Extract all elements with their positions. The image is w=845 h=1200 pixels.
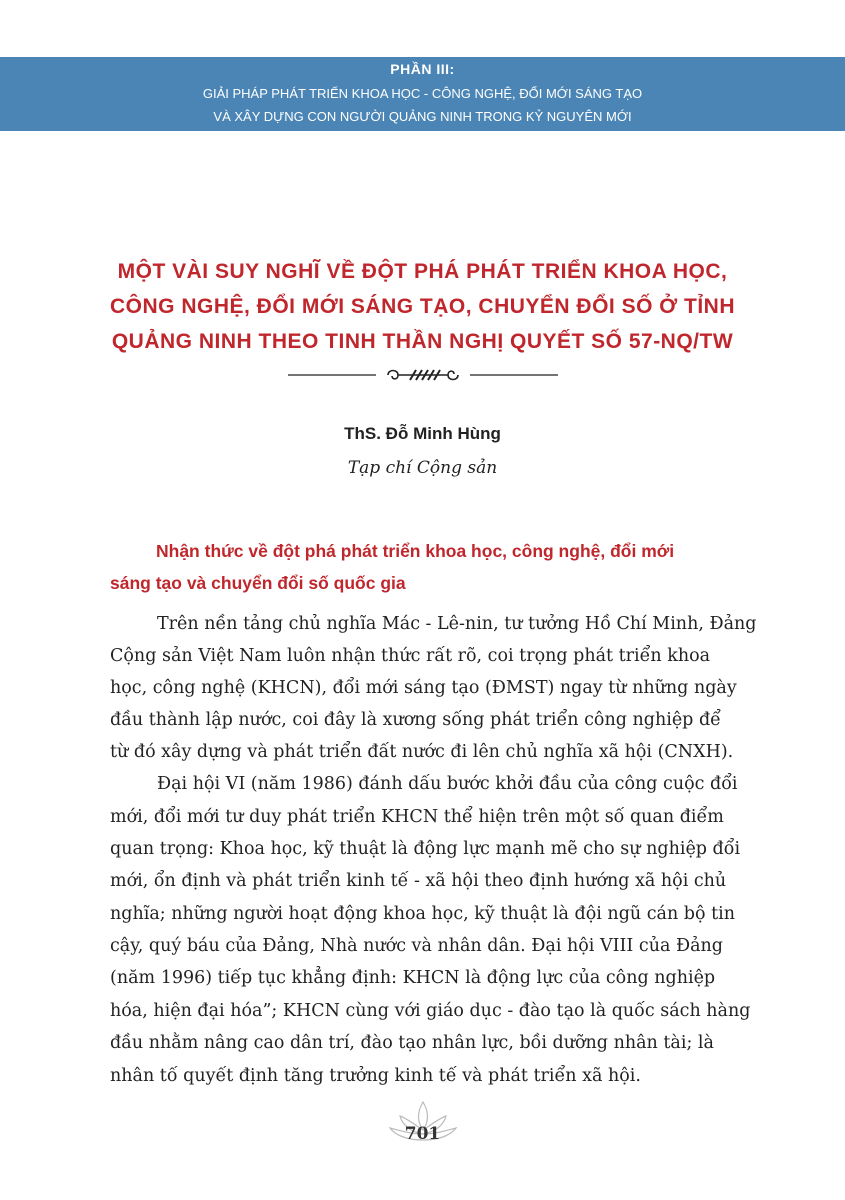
body-line: cậy, quý báu của Đảng, Nhà nước và nhân dân. Đại hội VIII của Đảng: [110, 936, 724, 956]
body-line: từ đó xây dựng và phát triển đất nước đi lên chủ nghĩa xã hội (CNXH).: [110, 742, 734, 762]
body-line: học, công nghệ (KHCN), đổi mới sáng tạo (ĐMST) ngay từ những ngày: [110, 678, 737, 698]
body-line: mới, đổi mới tư duy phát triển KHCN thể hiện trên một số quan điểm: [110, 807, 724, 827]
part-subtitle-line2: VÀ XÂY DỰNG CON NGƯỜI QUẢNG NINH TRONG KỶ NGUYÊN MỚI: [213, 109, 632, 124]
body-line: (năm 1996) tiếp tục khẳng định: KHCN là động lực của công nghiệp: [110, 968, 716, 988]
section-heading-line2: sáng tạo và chuyển đổi số quốc gia: [110, 573, 406, 593]
section-banner: [0, 57, 845, 131]
body-line: nghĩa; những người hoạt động khoa học, kỹ thuật là đội ngũ cán bộ tin: [110, 904, 735, 924]
body-line: nhân tố quyết định tăng trưởng kinh tế và phát triển xã hội.: [110, 1066, 641, 1086]
page-number: 701: [404, 1124, 441, 1144]
article-title-line3: QUẢNG NINH THEO TINH THẦN NGHỊ QUYẾT SỐ 57-NQ/TW: [111, 330, 734, 353]
author-name: ThS. Đỗ Minh Hùng: [344, 424, 501, 443]
body-line: đầu thành lập nước, coi đây là xương sống phát triển công nghiệp để: [110, 710, 721, 730]
body-line: quan trọng: Khoa học, kỹ thuật là động lực mạnh mẽ cho sự nghiệp đổi: [110, 839, 741, 859]
body-line: mới, ổn định và phát triển kinh tế - xã hội theo định hướng xã hội chủ: [110, 871, 727, 891]
part-subtitle-line1: GIẢI PHÁP PHÁT TRIỂN KHOA HỌC - CÔNG NGHỆ, ĐỔI MỚI SÁNG TẠO: [202, 86, 643, 101]
body-line: Trên nền tảng chủ nghĩa Mác - Lê-nin, tư tưởng Hồ Chí Minh, Đảng: [157, 614, 757, 634]
body-line: hóa, hiện đại hóa”; KHCN cùng với giáo dục - đào tạo là quốc sách hàng: [110, 1001, 751, 1021]
author-affiliation: Tạp chí Cộng sản: [347, 458, 498, 478]
article-title-line1: MỘT VÀI SUY NGHĨ VỀ ĐỘT PHÁ PHÁT TRIỂN KHOA HỌC,: [117, 260, 728, 283]
section-heading-line1: Nhận thức về đột phá phát triển khoa học, công nghệ, đổi mới: [156, 541, 675, 561]
body-line: Cộng sản Việt Nam luôn nhận thức rất rõ, coi trọng phát triển khoa: [110, 646, 711, 666]
body-line: Đại hội VI (năm 1986) đánh dấu bước khởi đầu của công cuộc đổi: [157, 774, 738, 794]
title-divider-ornament: [288, 365, 558, 385]
article-title-line2: CÔNG NGHỆ, ĐỔI MỚI SÁNG TẠO, CHUYỂN ĐỔI SỐ Ở TỈNH: [109, 295, 736, 318]
body-line: đầu nhằm nâng cao dân trí, đào tạo nhân lực, bồi dưỡng nhân tài; là: [110, 1033, 714, 1053]
part-label: PHẦN III:: [390, 61, 455, 77]
